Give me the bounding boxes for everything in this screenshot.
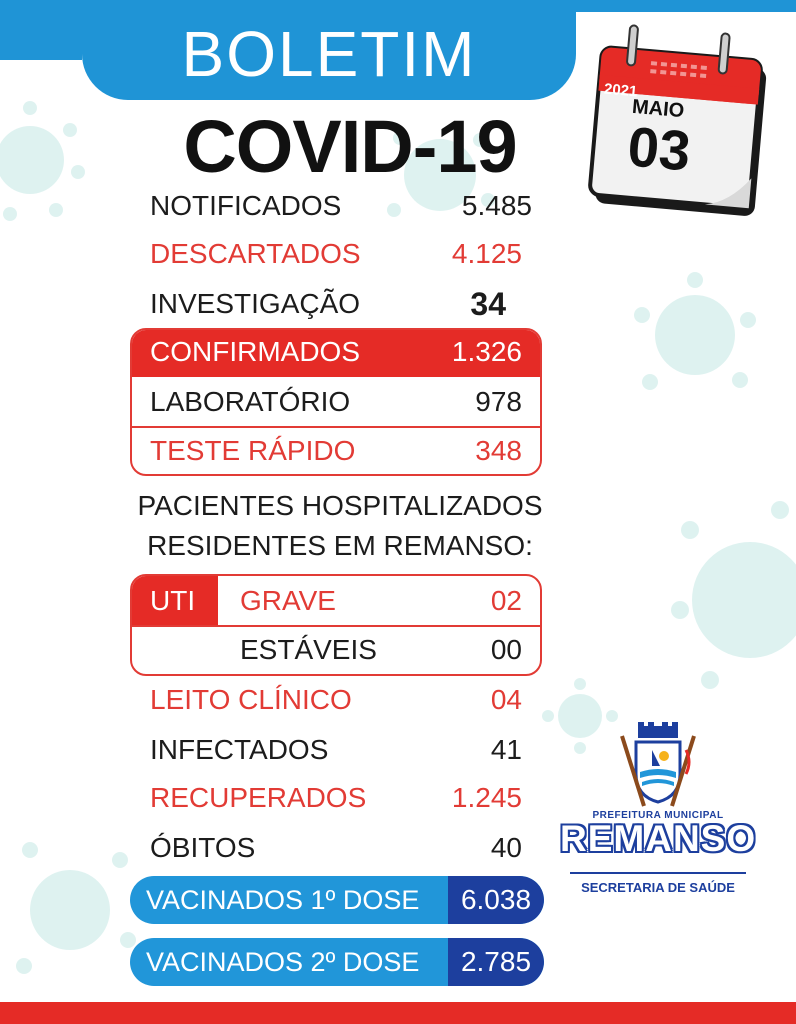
investigacao-label: INVESTIGAÇÃO bbox=[150, 288, 361, 319]
virus-decoration-icon bbox=[540, 676, 620, 756]
leito-clinico-value: 04 bbox=[490, 684, 522, 715]
obitos-value: 40 bbox=[490, 832, 522, 863]
notificados-value: 5.485 bbox=[461, 190, 532, 221]
hospitalized-title-line1: PACIENTES HOSPITALIZADOS bbox=[137, 490, 543, 521]
hospitalized-title-line2: RESIDENTES EM REMANSO: bbox=[147, 530, 533, 561]
estaveis-label: ESTÁVEIS bbox=[240, 634, 377, 665]
confirmados-row bbox=[150, 332, 522, 372]
calendar-day: 03 bbox=[625, 114, 693, 183]
vacinados-dose1-bar bbox=[130, 876, 544, 924]
infectados-label: INFECTADOS bbox=[150, 734, 329, 765]
laboratorio-row bbox=[150, 382, 522, 422]
leito-clinico-row bbox=[150, 680, 522, 720]
infectados-value: 41 bbox=[490, 734, 522, 765]
infectados-row bbox=[150, 730, 522, 770]
teste-rapido-value: 348 bbox=[475, 435, 522, 466]
logo-prefeitura: PREFEITURA MUNICIPAL bbox=[592, 810, 724, 821]
vacinados-dose1-label: VACINADOS 1º DOSE bbox=[146, 885, 420, 915]
recuperados-label: RECUPERADOS bbox=[150, 782, 367, 813]
investigacao-row bbox=[150, 284, 522, 324]
notificados-row bbox=[150, 186, 532, 226]
vacinados-dose1-value: 6.038 bbox=[460, 884, 532, 915]
logo-divider bbox=[570, 872, 746, 874]
notificados-label: NOTIFICADOS bbox=[150, 190, 342, 221]
descartados-label: DESCARTADOS bbox=[150, 238, 361, 269]
vacinados-dose2-bar bbox=[130, 938, 544, 986]
vacinados-dose2-label: VACINADOS 2º DOSE bbox=[146, 947, 420, 977]
obitos-label: ÓBITOS bbox=[150, 832, 256, 863]
grave-row bbox=[240, 581, 522, 621]
teste-rapido-label: TESTE RÁPIDO bbox=[150, 435, 356, 466]
footer-bar bbox=[0, 1002, 796, 1024]
divider bbox=[132, 426, 540, 428]
virus-decoration-icon bbox=[10, 830, 140, 980]
obitos-row bbox=[150, 828, 522, 868]
estaveis-value: 00 bbox=[490, 634, 522, 665]
confirmados-label: CONFIRMADOS bbox=[150, 336, 360, 367]
estaveis-row bbox=[240, 630, 522, 670]
vacinados-dose2-value: 2.785 bbox=[460, 946, 532, 977]
hospitalized-title bbox=[100, 486, 580, 566]
laboratorio-value: 978 bbox=[475, 386, 522, 417]
uti-label: UTI bbox=[150, 585, 196, 616]
descartados-value: 4.125 bbox=[451, 238, 522, 269]
logo-remanso: REMANSO bbox=[560, 818, 757, 859]
investigacao-value: 34 bbox=[470, 286, 506, 322]
page-title: BOLETIM bbox=[181, 18, 477, 90]
laboratorio-label: LABORATÓRIO bbox=[150, 386, 351, 417]
page-subtitle: COVID-19 bbox=[183, 105, 517, 188]
divider bbox=[132, 625, 540, 627]
grave-label: GRAVE bbox=[240, 585, 336, 616]
confirmados-value: 1.326 bbox=[451, 336, 522, 367]
teste-rapido-row bbox=[150, 431, 522, 471]
virus-decoration-icon bbox=[0, 90, 90, 230]
logo-secretaria: SECRETARIA DE SAÚDE bbox=[581, 880, 735, 895]
coat-of-arms-icon bbox=[616, 722, 700, 808]
recuperados-row bbox=[150, 778, 522, 818]
descartados-row bbox=[150, 234, 522, 274]
calendar-year: 2021 bbox=[603, 80, 639, 101]
virus-decoration-icon bbox=[650, 500, 796, 700]
grave-value: 02 bbox=[490, 585, 522, 616]
virus-decoration-icon bbox=[630, 270, 760, 400]
recuperados-value: 1.245 bbox=[451, 782, 522, 813]
calendar-month: MAIO bbox=[631, 95, 686, 123]
leito-clinico-label: LEITO CLÍNICO bbox=[150, 684, 352, 715]
